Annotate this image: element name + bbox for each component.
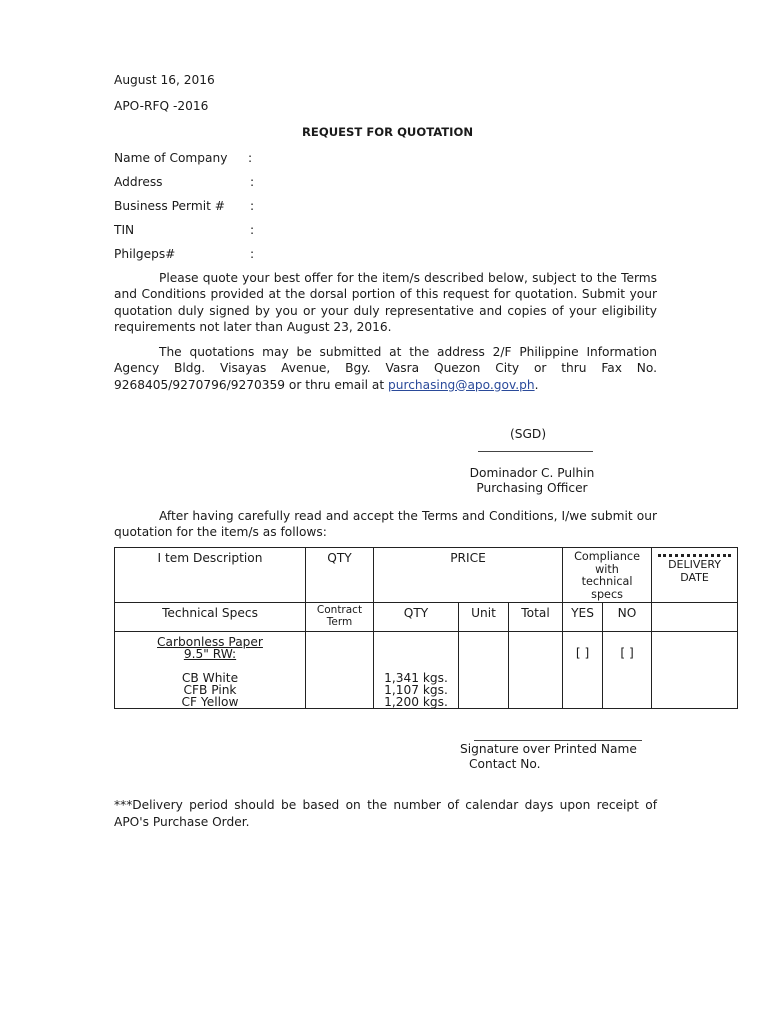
acceptance-text: After having carefully read and accept the Terms and Conditions, I/we submit our quotation for the item/s as follows: [114,509,657,540]
item-qty: 1,341 kgs. [384,671,448,685]
header-price-qty: QTY [374,603,459,632]
header-technical-specs: Technical Specs [115,603,306,632]
delivery-note: ***Delivery period should be based on the number of calendar days upon receipt of APO's Purchase Order. [114,798,657,829]
field-colon: : [250,175,255,189]
item-name: CB White [181,671,239,685]
header-qty: QTY [306,548,374,603]
compliance-line-4: specs [591,587,623,601]
item-title-line-2: 9.5" RW: [183,647,237,661]
signatory-name: Dominador C. Pulhin [469,466,595,480]
field-label: Address [114,175,163,189]
item-title-line-1: Carbonless Paper [157,635,263,649]
header-compliance [563,548,652,603]
field-label: TIN [114,223,135,237]
table-row [115,632,738,709]
signature-line [478,451,593,452]
compliance-line-2: with [595,562,619,576]
signature-line [474,740,642,741]
header-unit: Unit [459,603,509,632]
submission-end: . [534,377,539,392]
signature-label: Signature over Printed Name [460,742,637,756]
submission-text: The quotations may be submitted at the address 2/F Philippine Information Agency Bldg. Visayas Avenue, Bgy. Vasra Quezon City or thru Fax No. 9268405/9270796/9270359 or thru email at [114,345,657,392]
item-qty: 1,200 kgs. [384,695,448,709]
contract-term-cell [306,632,374,709]
signatory-position: Purchasing Officer [476,481,588,495]
unit-cell [459,632,509,709]
signed-marker: (SGD) [510,427,547,441]
acceptance-paragraph [114,508,657,541]
instructions-paragraph [114,270,657,335]
delivery-line-2: DATE [680,570,709,584]
quotation-table [114,547,738,709]
total-cell [509,632,563,709]
field-colon: : [250,247,255,261]
field-colon: : [250,199,255,213]
header-contract-term [306,603,374,632]
item-qty: 1,107 kgs. [384,683,448,697]
table-subheader-row [115,603,738,632]
compliance-line-3: technical [581,575,633,588]
contract-line-1: Contract [316,604,363,616]
document-date: August 16, 2016 [114,73,215,87]
delivery-date-cell [652,632,738,709]
field-label: Philgeps# [114,247,176,261]
field-label: Business Permit # [114,199,225,213]
field-label: Name of Company [114,151,228,165]
header-price: PRICE [374,548,563,603]
reference-number: APO-RFQ -2016 [114,99,209,113]
field-colon: : [250,223,255,237]
header-no: NO [603,603,652,632]
email-link[interactable]: purchasing@apo.gov.ph [387,377,535,392]
header-yes: YES [563,603,603,632]
item-name: CF Yellow [181,695,239,709]
header-total: Total [509,603,563,632]
no-checkbox[interactable]: [ ] [603,632,652,709]
item-qty-cell [374,632,459,709]
delivery-line-1: DELIVERY [668,558,721,571]
delivery-date-label [658,554,731,584]
contact-label: Contact No. [469,757,541,771]
header-delivery-date [652,548,738,603]
submission-paragraph [114,344,657,393]
item-name: CFB Pink [183,683,237,697]
document-title: REQUEST FOR QUOTATION [302,125,474,139]
item-description-cell [115,632,306,709]
yes-checkbox[interactable]: [ ] [563,632,603,709]
contract-line-2: Term [326,616,353,628]
field-colon: : [248,151,253,165]
instructions-text: Please quote your best offer for the item/s described below, subject to the Terms and Conditions provided at the dorsal portion of this request for quotation. Submit your quotation duly signed by you or your duly representative and copies of your eligibility requirements not later than August 23, 2016. [114,271,657,334]
table-header-row [115,548,738,603]
compliance-line-1: Compliance [574,550,640,563]
header-delivery-empty [652,603,738,632]
header-item-description: I tem Description [115,548,306,603]
